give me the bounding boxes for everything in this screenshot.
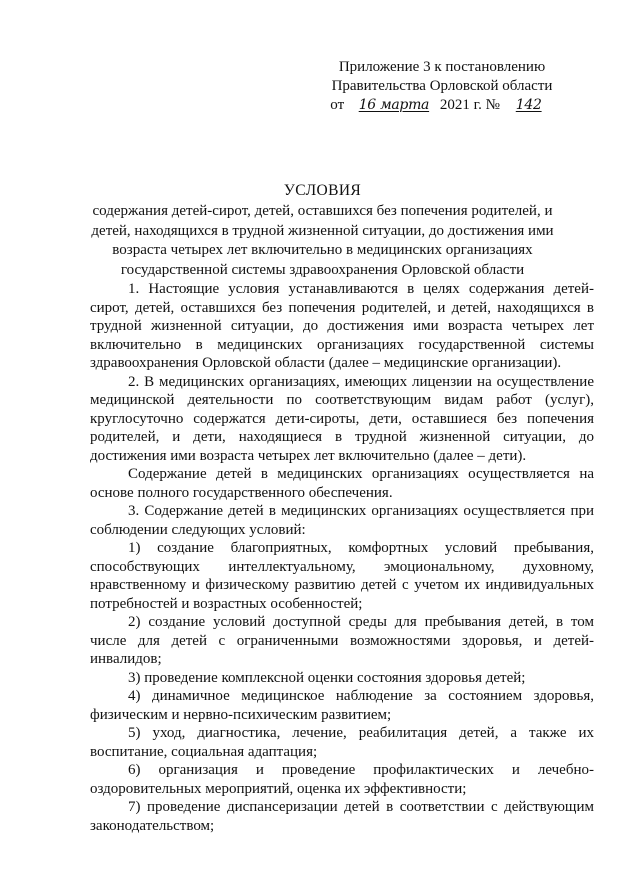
list-item-1: 1) создание благоприятных, комфортных условий пребывания, способствующих интеллектуальному, эмоциональному, духовному, нравственному и физическому развитию детей с учетом их индивидуальных потребностей и возрастных особенностей;: [90, 540, 594, 612]
year-and-number-label: 2021 г. №: [439, 97, 500, 113]
paragraph-1: 1. Настоящие условия устанавливаются в целях содержания детей-сирот, детей, оставшихся без попечения родителей, и детей, находящихся в трудной жизненной ситуации, до достижения ими возраста четырех лет включительно в медицинских организациях государственной системы здравоохранения Орловской области (далее – медицинские организации).: [90, 281, 594, 371]
document-subtitle: содержания детей-сирот, детей, оставшихся без попечения родителей, и детей, находящихся в трудной жизненной ситуации, до достижения ими возраста четырех лет включительно в медицинских организациях государственной системы здравоохранения Орловской области: [91, 203, 554, 278]
appendix-header: [322, 58, 562, 115]
list-item-5: 5) уход, диагностика, лечение, реабилитация детей, а также их воспитание, социальная адаптация;: [90, 725, 594, 760]
appendix-line-3: [322, 96, 562, 115]
list-item-3: 3) проведение комплексной оценки состояния здоровья детей;: [128, 669, 526, 686]
handwritten-date: 16 марта: [358, 97, 430, 113]
document-title-block: [90, 180, 555, 280]
appendix-line-1: Приложение 3 к постановлению: [338, 59, 546, 75]
document-title: УСЛОВИЯ: [283, 182, 362, 199]
paragraph-2: 2. В медицинских организациях, имеющих лицензии на осуществление медицинской деятельности по соответствующим видам работ (услуг), круглосуточно содержатся дети-сироты, дети, оставшиеся без попечения родителей, и дети, находящиеся в трудной жизненной ситуации, до достижения ими возраста четырех лет включительно (далее – дети).: [90, 373, 594, 464]
from-prefix: от: [330, 97, 345, 113]
list-item-4: 4) динамичное медицинское наблюдение за состоянием здоровья, физическим и нервно-психическим развитием;: [90, 688, 594, 723]
list-item-7: 7) проведение диспансеризации детей в соответствии с действующим законодательством;: [90, 799, 594, 834]
document-body: [90, 280, 594, 835]
paragraph-4: 3. Содержание детей в медицинских организациях осуществляется при соблюдении следующих условий:: [90, 503, 594, 538]
list-item-6: 6) организация и проведение профилактических и лечебно-оздоровительных мероприятий, оценка их эффективности;: [90, 762, 594, 797]
list-item-2: 2) создание условий доступной среды для пребывания детей, в том числе для детей с ограниченными возможностями здоровья, и детей-инвалидов;: [90, 614, 594, 667]
paragraph-3: Содержание детей в медицинских организациях осуществляется на основе полного государственного обеспечения.: [90, 466, 594, 501]
handwritten-number: 142: [515, 97, 542, 113]
appendix-line-2: Правительства Орловской области: [331, 78, 553, 94]
